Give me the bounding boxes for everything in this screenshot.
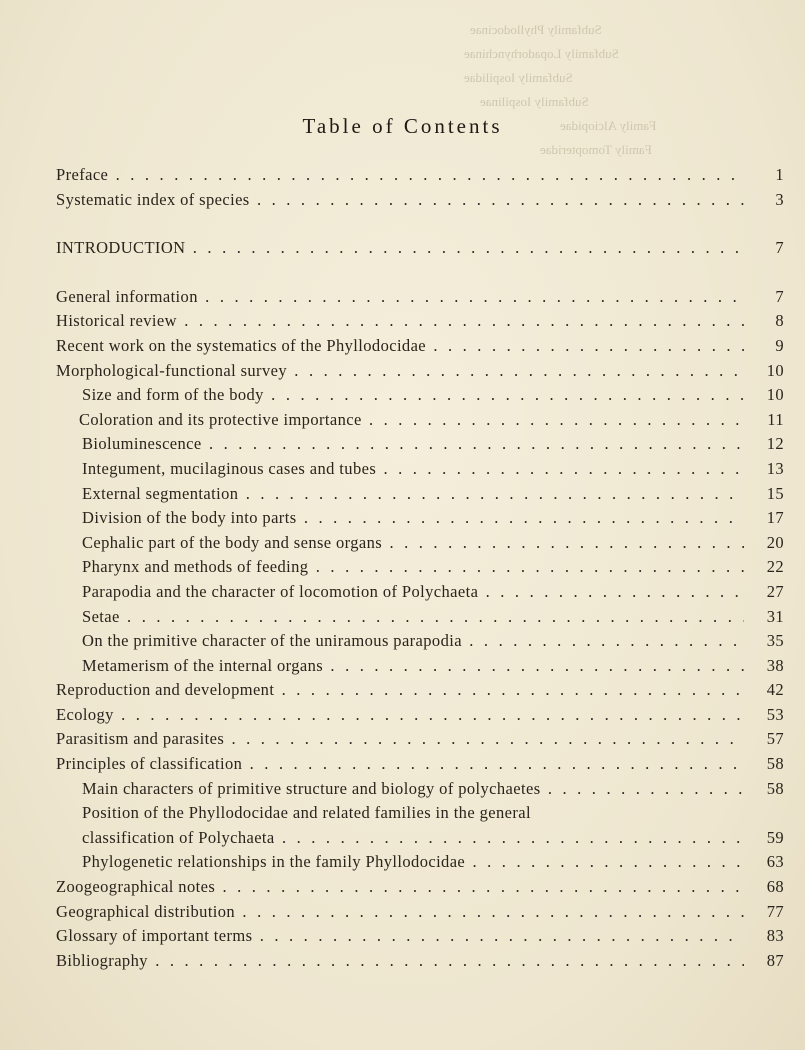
toc-entry-title: External segmentation bbox=[82, 483, 239, 503]
toc-entry-title: Bioluminescence bbox=[82, 434, 202, 454]
toc-entry-title: Division of the body into parts bbox=[82, 508, 297, 528]
toc-page-number: 53 bbox=[766, 704, 784, 724]
toc-entry-title: Coloration and its protective importance bbox=[79, 409, 362, 429]
toc-subentry bbox=[56, 826, 784, 851]
toc-subentry bbox=[56, 531, 784, 556]
toc-entry bbox=[56, 163, 784, 188]
toc-entry-title: INTRODUCTION bbox=[56, 238, 186, 258]
toc-entry-title: General information bbox=[56, 286, 198, 306]
toc-page-number: 11 bbox=[767, 409, 784, 429]
toc-entry-title: Parasitism and parasites bbox=[56, 729, 225, 749]
toc-page-number: 58 bbox=[766, 754, 784, 774]
toc-page-number: 35 bbox=[766, 631, 784, 651]
toc-entry-title: Systematic index of species bbox=[56, 189, 250, 209]
toc-page-number: 10 bbox=[766, 360, 784, 380]
toc-entry-title: Cephalic part of the body and sense organs bbox=[82, 532, 383, 552]
toc-page-number: 8 bbox=[775, 311, 784, 331]
toc-entry-title: classification of Polychaeta bbox=[82, 827, 275, 847]
toc-page-number: 12 bbox=[766, 434, 784, 454]
toc-subentry bbox=[56, 432, 784, 457]
toc-entry bbox=[56, 924, 784, 949]
toc-page-number: 1 bbox=[775, 165, 784, 184]
toc-entry bbox=[56, 188, 784, 213]
toc-subentry bbox=[56, 850, 784, 875]
toc-subentry bbox=[56, 654, 784, 679]
toc-entry-title: Principles of classification bbox=[56, 754, 243, 774]
toc-page-number: 17 bbox=[766, 508, 784, 528]
toc-entry-title: Size and form of the body bbox=[82, 385, 264, 405]
toc-entry-title: Pharynx and methods of feeding bbox=[82, 557, 309, 577]
toc-entry bbox=[56, 236, 784, 261]
toc-page-number: 63 bbox=[766, 852, 784, 872]
toc-entry bbox=[56, 703, 784, 728]
toc-page-number: 7 bbox=[775, 286, 784, 306]
toc-entry-title: Bibliography bbox=[56, 950, 148, 970]
toc-subentry bbox=[56, 555, 784, 580]
toc-page-number: 42 bbox=[766, 680, 784, 700]
toc-page-number: 58 bbox=[766, 778, 784, 798]
toc-entry-title: Recent work on the systematics of the Phyllodocidae bbox=[56, 335, 427, 355]
toc-entry bbox=[56, 309, 784, 334]
toc-entry-title: Glossary of important terms bbox=[56, 926, 253, 946]
toc-subentry bbox=[56, 629, 784, 654]
bleed-through-line: Subfamily Phyllodocinae bbox=[470, 22, 602, 37]
toc-page-number: 10 bbox=[766, 385, 784, 405]
toc-subentry bbox=[56, 605, 784, 630]
toc-page-number: 77 bbox=[766, 901, 784, 921]
toc-entry-title: Geographical distribution bbox=[56, 901, 236, 921]
toc-entry-title: Zoogeographical notes bbox=[56, 877, 216, 897]
toc-subentry bbox=[56, 457, 784, 482]
toc-page-number: 9 bbox=[775, 335, 784, 355]
toc-page-number: 20 bbox=[766, 532, 784, 552]
page-title: Table of Contents bbox=[302, 114, 503, 138]
toc-page-number: 68 bbox=[766, 877, 784, 897]
toc-page-number: 87 bbox=[766, 950, 784, 970]
toc-page-number: 83 bbox=[766, 926, 784, 946]
toc-entry-title: Preface bbox=[56, 165, 109, 184]
toc-page-number: 38 bbox=[766, 655, 784, 675]
toc-entry bbox=[56, 359, 784, 384]
toc-entry bbox=[56, 285, 784, 310]
toc-entry bbox=[56, 678, 784, 703]
toc-entry bbox=[56, 334, 784, 359]
toc-page-number: 3 bbox=[775, 189, 784, 209]
toc-entry bbox=[56, 727, 784, 752]
toc-entry-title: On the primitive character of the uniramous parapodia bbox=[82, 631, 462, 651]
toc-entry-title: Setae bbox=[82, 606, 120, 626]
toc-page-number: 15 bbox=[766, 483, 784, 503]
toc-subentry bbox=[56, 580, 784, 605]
toc-entry-title: Ecology bbox=[56, 704, 114, 724]
toc-entry bbox=[56, 875, 784, 900]
toc-subentry bbox=[56, 408, 784, 433]
toc-entry-title: Integument, mucilaginous cases and tubes bbox=[82, 458, 377, 478]
toc-page-number: 31 bbox=[766, 606, 784, 626]
bleed-through-line: Family Tomopteridae bbox=[540, 142, 652, 157]
toc-page-number: 13 bbox=[766, 458, 784, 478]
toc-entry-title: Reproduction and development bbox=[56, 680, 275, 700]
toc-subentry bbox=[56, 506, 784, 531]
toc-page-number: 59 bbox=[766, 827, 784, 847]
bleed-through-line: Subfamily Lopadorhynchinae bbox=[464, 46, 619, 61]
table-of-contents bbox=[56, 163, 784, 973]
toc-subentry bbox=[56, 383, 784, 408]
toc-subentry bbox=[56, 482, 784, 507]
bleed-through-line: Subfamily Iospilinae bbox=[480, 94, 589, 109]
toc-page-number: 27 bbox=[766, 581, 784, 601]
toc-entry-title: Morphological-functional survey bbox=[56, 360, 287, 380]
toc-entry bbox=[56, 752, 784, 777]
toc-entry bbox=[56, 900, 784, 925]
toc-subentry bbox=[56, 801, 784, 826]
bleed-through-line: Family Alciopidae bbox=[560, 118, 657, 133]
toc-entry-title: Phylogenetic relationships in the family Phyllodocidae bbox=[82, 852, 466, 872]
toc-page-number: 57 bbox=[766, 729, 784, 749]
toc-page-number: 22 bbox=[766, 557, 784, 577]
toc-entry-title: Parapodia and the character of locomotion of Polychaeta bbox=[82, 581, 479, 601]
toc-entry-title: Main characters of primitive structure and biology of polychaetes bbox=[82, 778, 541, 798]
bleed-through-line: Subfamily Iospilidae bbox=[464, 70, 573, 85]
toc-entry-title: Metamerism of the internal organs bbox=[82, 655, 324, 675]
toc-page-number: 7 bbox=[775, 238, 784, 258]
toc-subentry bbox=[56, 777, 784, 802]
toc-entry bbox=[56, 949, 784, 974]
toc-entry-title: Position of the Phyllodocidae and related families in the general bbox=[82, 803, 531, 823]
toc-entry-title: Historical review bbox=[56, 311, 177, 331]
